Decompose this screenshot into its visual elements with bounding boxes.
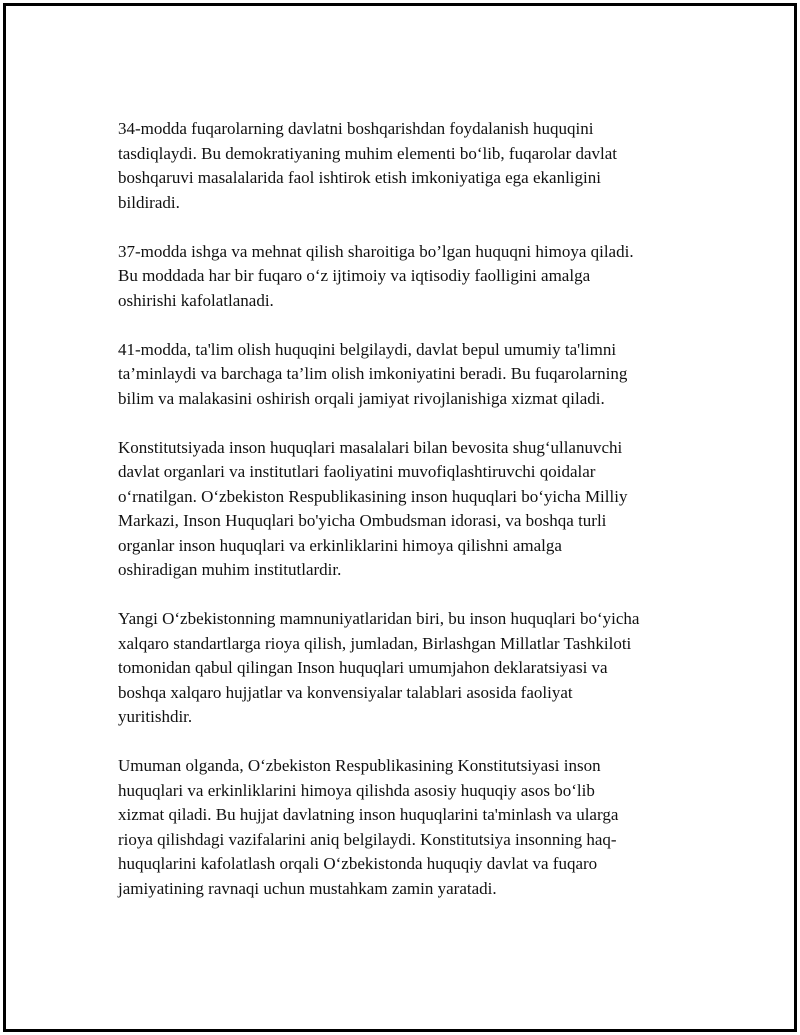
paragraph-article-37: 37-modda ishga va mehnat qilish sharoitiga bo’lgan huquqni himoya qiladi. Bu moddada har bir fuqaro o‘z ijtimoiy va iqtisodiy faolligini amalga oshirishi kafolatlanadi. bbox=[118, 241, 634, 310]
paragraph-human-rights-institutions: Konstitutsiyada inson huquqlari masalalari bilan bevosita shug‘ullanuvchi davlat organlari va institutlari faoliyatini muvofiqlashtiruvchi qoidalar o‘rnatilgan. O‘zbekiston Respublikasining inson huquqlari bo‘yicha Milliy Markazi, Inson Huquqlari bo'yicha Ombudsman idorasi, va boshqa turli organlar inson huquqlari va erkinliklarini himoya qilishni amalga oshiradigan muhim institutlardir. bbox=[118, 437, 628, 579]
paragraph-international-standards: Yangi O‘zbekistonning mamnuniyatlaridan biri, bu inson huquqlari bo‘yicha xalqaro standartlarga rioya qilish, jumladan, Birlashgan Millatlar Tashkiloti tomonidan qabul qilingan Inson huquqlari umumjahon deklaratsiyasi va boshqa xalqaro hujjatlar va konvensiyalar talablari asosida faoliyat yuritishdir. bbox=[118, 609, 640, 726]
document-body bbox=[118, 117, 698, 926]
paragraph-article-34: 34-modda fuqarolarning davlatni boshqarishdan foydalanish huquqini tasdiqlaydi. Bu demokratiyaning muhim elementi bo‘lib, fuqarolar davlat boshqaruvi masalalarida faol ishtirok etish imkoniyatiga ega ekanligini bildiradi. bbox=[118, 119, 618, 212]
paragraph-article-41: 41-modda, ta'lim olish huquqini belgilaydi, davlat bepul umumiy ta'limni ta’minlaydi va barchaga ta’lim olish imkoniyatini beradi. Bu fuqarolarning bilim va malakasini oshirish orqali jamiyat rivojlanishiga xizmat qiladi. bbox=[118, 339, 628, 408]
paragraph-conclusion: Umuman olganda, O‘zbekiston Respublikasining Konstitutsiyasi inson huquqlari va erkinliklarini himoya qilishda asosiy huquqiy asos bo‘lib xizmat qiladi. Bu hujjat davlatning inson huquqlarini ta'minlash va ularga rioya qilishdagi vazifalarini aniq belgilaydi. Konstitutsiya insonning haq- huquqlarini kafolatlash orqali O‘zbekistonda huquqiy davlat va fuqaro jamiyatining ravnaqi uchun mustahkam zamin yaratadi. bbox=[118, 756, 619, 898]
